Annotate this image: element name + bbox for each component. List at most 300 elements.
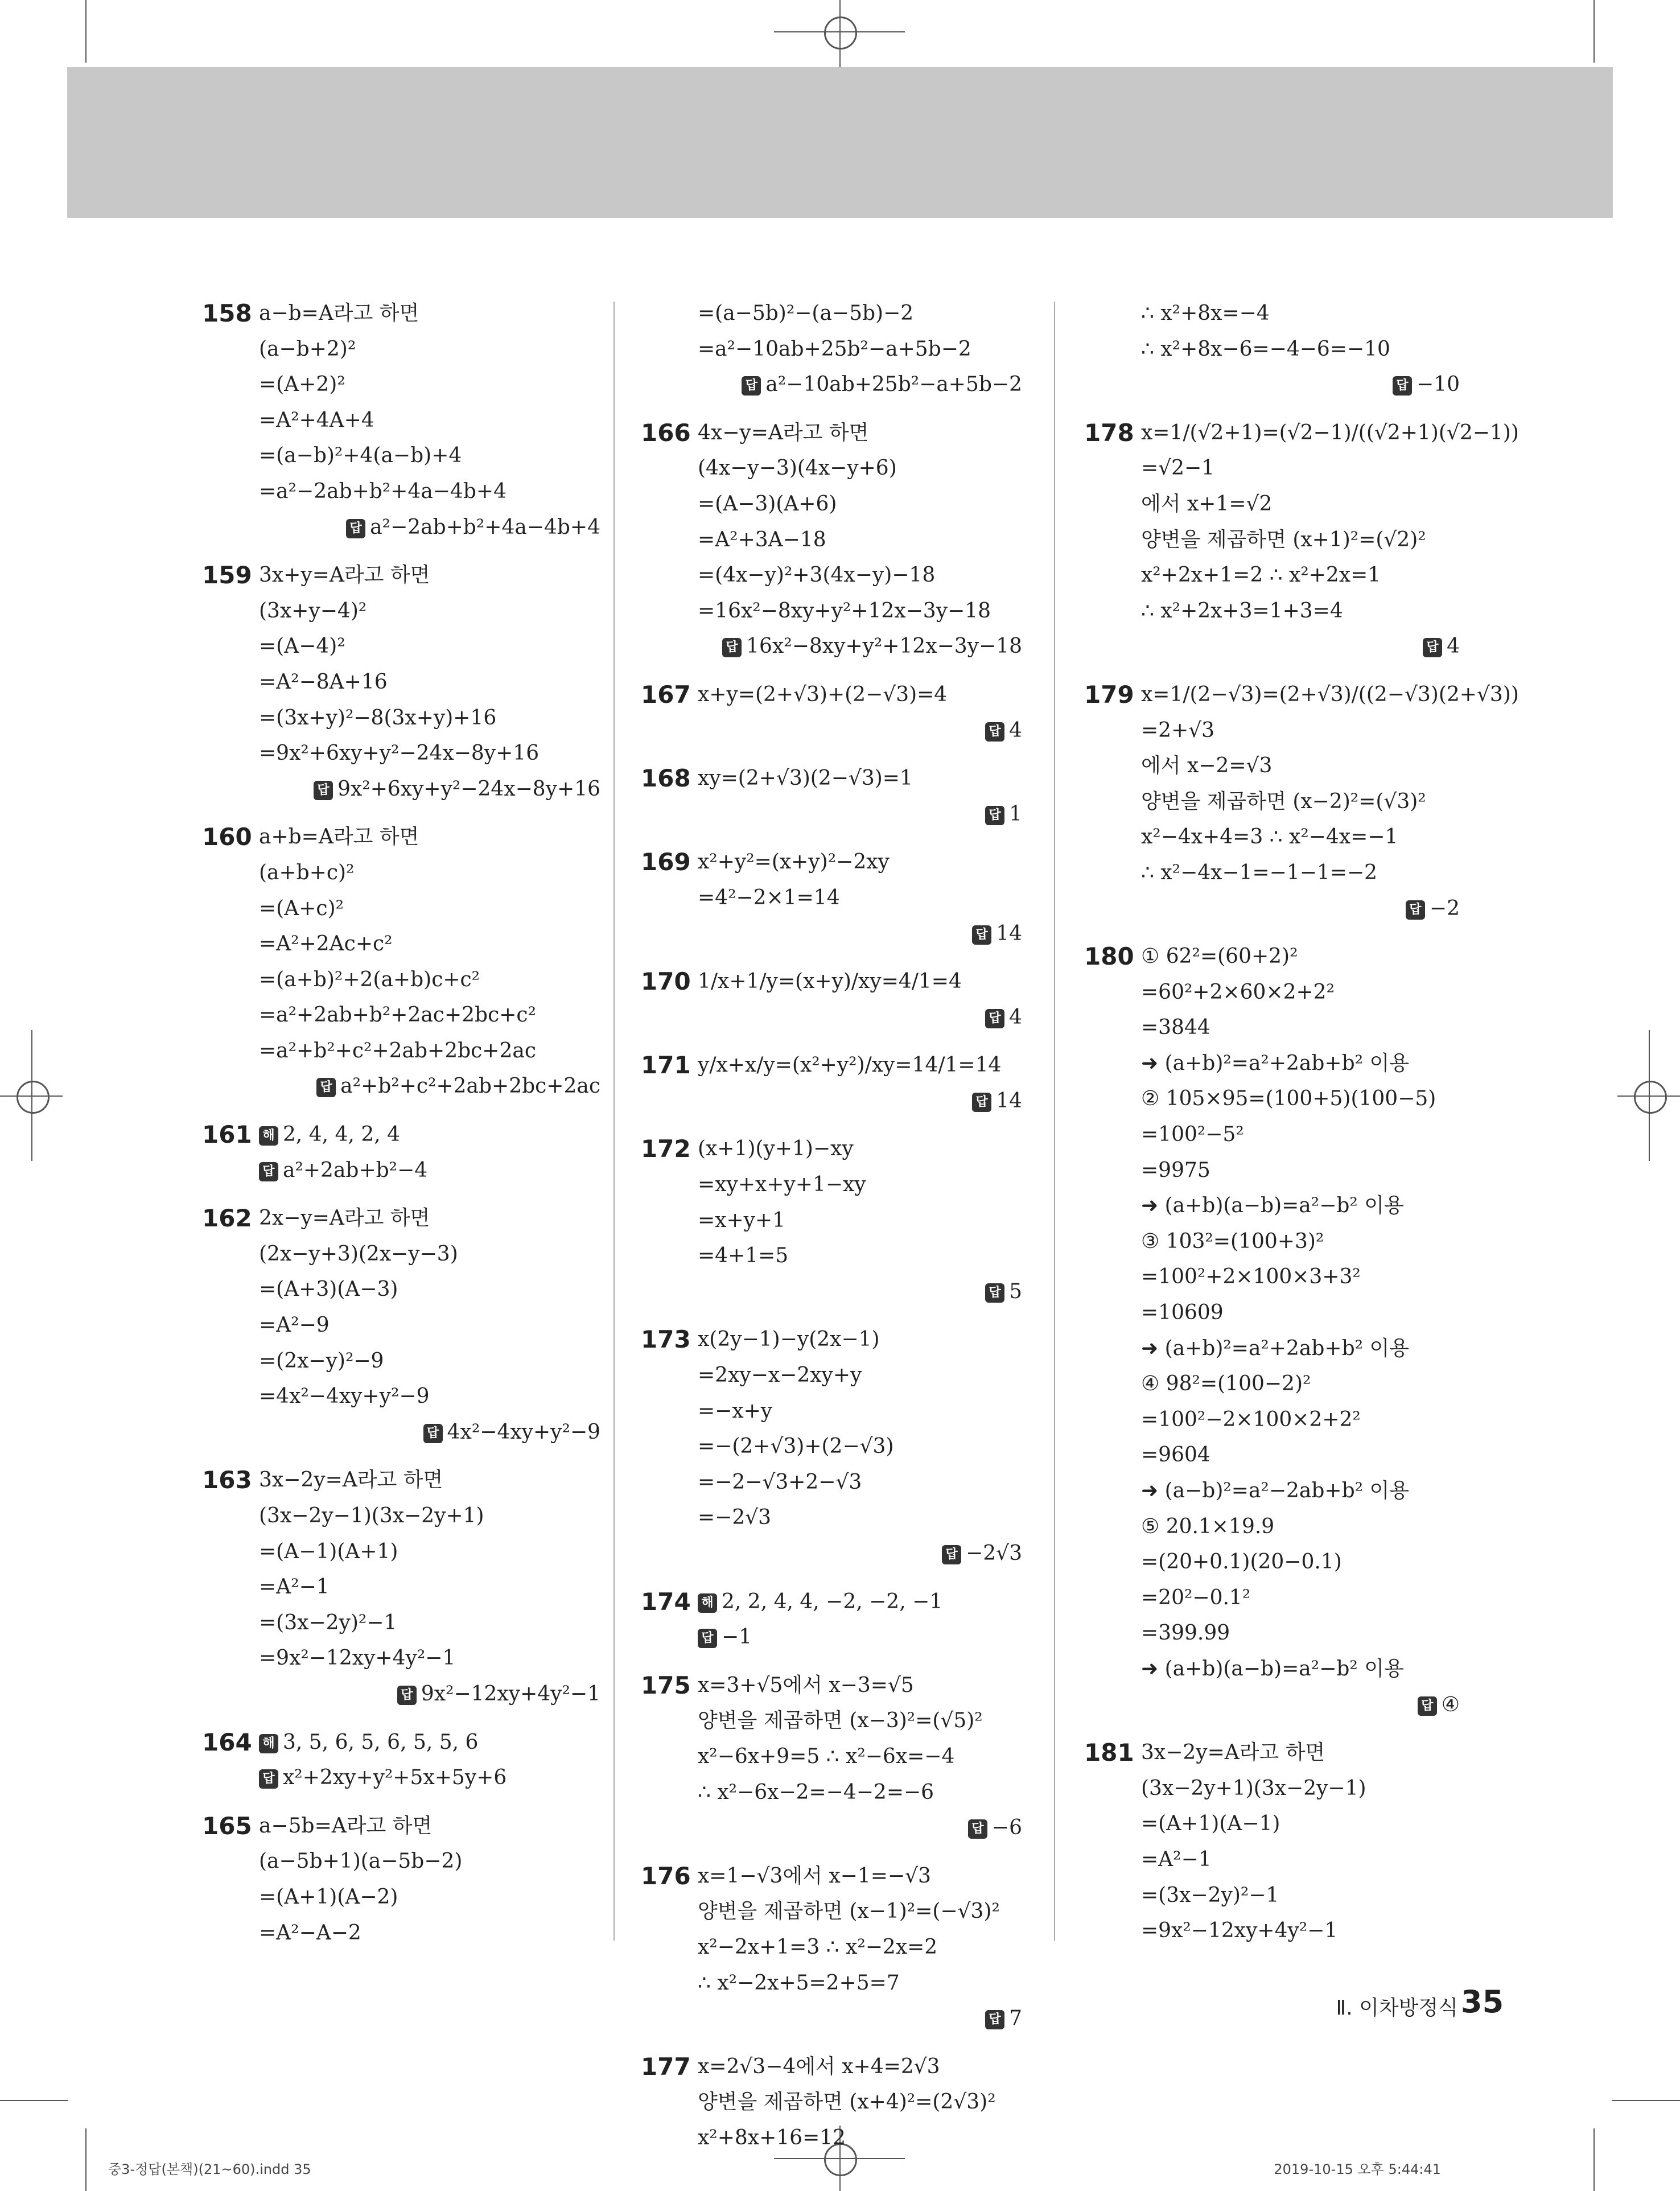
solution-line: [202, 1033, 600, 1069]
solution-line: [1084, 522, 1460, 558]
solution-line: [641, 1358, 1022, 1394]
solution-line: [641, 2120, 1022, 2156]
solution-text: =4x²−4xy+y²−9: [259, 1385, 430, 1408]
crop-mark: [1612, 2100, 1680, 2101]
problem-number: 176: [641, 1861, 691, 1890]
solution-text: ① 62²=(60+2)²: [1141, 945, 1298, 969]
solution-line: [1084, 296, 1460, 332]
solution-line: [202, 629, 600, 665]
answer-value: x²+2xy+y²+5x+5y+6: [283, 1766, 507, 1790]
solution-line: [641, 1500, 1022, 1536]
answer-badge: 답: [698, 1629, 717, 1648]
solution-line: [641, 1238, 1022, 1274]
solution-line: [202, 1570, 600, 1605]
solution-text: =2xy−x−2xy+y: [698, 1364, 862, 1387]
solution-text: 양변을 제곱하면 (x+4)²=(2√3)²: [698, 2090, 996, 2114]
problem-block: [641, 1048, 1022, 1119]
solution-text: =(A+1)(A−1): [1141, 1812, 1280, 1836]
solution-text: x²+y²=(x+y)²−2xy: [698, 850, 890, 874]
solution-text: =4²−2×1=14: [698, 886, 840, 909]
solution-line: [202, 1534, 600, 1570]
solution-text: x²−6x+9=5 ∴ x²−6x=−4: [698, 1744, 955, 1768]
solution-line: [202, 1880, 600, 1916]
problem-block: [202, 1201, 600, 1450]
answer-badge: 답: [397, 1686, 417, 1705]
solution-line: [641, 1167, 1022, 1203]
solution-text: =9604: [1141, 1443, 1210, 1467]
solution-line: [202, 926, 600, 962]
solution-line: [202, 1498, 600, 1534]
answer-badge: 답: [1418, 1696, 1437, 1716]
solution-text: x=3+√5에서 x−3=√5: [698, 1673, 914, 1697]
solution-text: =(A−1)(A+1): [259, 1539, 398, 1563]
solution-text: =−2−√3+2−√3: [698, 1470, 862, 1494]
solution-text: 1/x+1/y=(x+y)/xy=4/1=4: [698, 970, 962, 994]
answer-line: [641, 1620, 1022, 1655]
solution-text: ∴ x²+2x+3=1+3=4: [1141, 599, 1343, 623]
solution-text: =a²+b²+c²+2ab+2bc+2ac: [259, 1039, 537, 1062]
solution-line: [641, 2049, 1022, 2085]
problem-number: 170: [641, 967, 691, 996]
problem-block: [202, 296, 600, 545]
solution-line: [202, 1117, 600, 1153]
answer-line: [641, 916, 1022, 952]
problem-block: [202, 1725, 600, 1796]
solution-text: ③ 103²=(100+3)²: [1141, 1229, 1324, 1253]
crop-mark: [0, 2100, 68, 2101]
solution-text: =9x²+6xy+y²−24x−8y+16: [259, 742, 540, 765]
solution-text: ➜ (a+b)(a−b)=a²−b² 이용: [1141, 1194, 1404, 1218]
solution-text: (3x−2y−1)(3x−2y+1): [259, 1504, 484, 1527]
solution-line: [202, 474, 600, 510]
problem-block: [202, 1809, 600, 1951]
problem-block: [641, 964, 1022, 1035]
answer-value: 4: [1447, 635, 1460, 658]
problem-number: 167: [641, 680, 691, 709]
problem-block: [641, 1584, 1022, 1655]
answer-value: 16x²−8xy+y²+12x−3y−18: [746, 635, 1022, 658]
answer-value: 14: [996, 921, 1022, 945]
solution-text: =a²−10ab+25b²−a+5b−2: [698, 337, 971, 361]
solution-line: [641, 1966, 1022, 2001]
problem-block: [641, 296, 1022, 403]
solution-line: [1084, 558, 1460, 594]
solution-text: a−b=A라고 하면: [259, 302, 419, 325]
answer-line: [641, 1274, 1022, 1310]
solution-text: =a²−2ab+b²+4a−4b+4: [259, 479, 507, 503]
solution-text: =(A+3)(A−3): [259, 1278, 398, 1302]
solution-line: [641, 1859, 1022, 1895]
solution-text: 3x−2y=A라고 하면: [259, 1468, 443, 1492]
answer-badge: 답: [972, 925, 991, 945]
solution-text: 2, 2, 4, 4, −2, −2, −1: [722, 1589, 943, 1613]
solution-text: =9975: [1141, 1158, 1210, 1182]
solution-text: (a−5b+1)(a−5b−2): [259, 1850, 463, 1873]
solution-text: =16x²−8xy+y²+12x−3y−18: [698, 599, 991, 623]
answer-badge: 답: [985, 722, 1004, 742]
solution-line: [1084, 1081, 1460, 1117]
solution-line: [641, 1465, 1022, 1501]
crop-mark: [1593, 0, 1595, 63]
problem-block: [1084, 415, 1519, 665]
answer-badge: 답: [1423, 638, 1442, 657]
answer-value: −2√3: [966, 1542, 1022, 1565]
solution-text: (2x−y+3)(2x−y−3): [259, 1242, 458, 1266]
answer-badge: 답: [1406, 900, 1425, 920]
answer-value: 4: [1009, 1005, 1022, 1029]
answer-value: −2: [1429, 896, 1460, 920]
answer-badge: 답: [968, 1819, 987, 1839]
solution-text: (4x−y−3)(4x−y+6): [698, 456, 897, 480]
page-number: 35: [1461, 1984, 1504, 2020]
solution-text: 양변을 제곱하면 (x−2)²=(√3)²: [1141, 789, 1426, 813]
solution-line: [1084, 1509, 1460, 1545]
problem-number: 179: [1084, 680, 1134, 709]
solution-line: [1084, 1878, 1460, 1914]
answer-value: −6: [991, 1816, 1022, 1840]
solution-text: =a²+2ab+b²+2ac+2bc+c²: [259, 1003, 537, 1027]
answer-value: a²+2ab+b²−4: [283, 1158, 428, 1182]
answer-value: a²−2ab+b²+4a−4b+4: [370, 515, 600, 539]
solution-line: [1084, 1331, 1460, 1367]
solution-line: [641, 415, 1022, 451]
problem-number: 172: [641, 1135, 691, 1163]
solution-line: [202, 438, 600, 474]
solution-line: [202, 891, 600, 927]
answer-badge: 답: [316, 1078, 336, 1097]
answer-badge: 답: [972, 1093, 991, 1112]
answer-value: 5: [1009, 1279, 1022, 1303]
answer-badge: 답: [985, 2010, 1004, 2029]
solution-line: [202, 1201, 600, 1237]
answer-badge: 답: [259, 1162, 278, 1181]
solution-text: ➜ (a−b)²=a²−2ab+b² 이용: [1141, 1479, 1410, 1502]
solution-line: [202, 403, 600, 439]
problem-block: [641, 1668, 1022, 1846]
solution-text: =−(2+√3)+(2−√3): [698, 1435, 894, 1459]
solution-line: [202, 332, 600, 368]
solution-line: [641, 558, 1022, 594]
answer-line: [202, 1153, 600, 1189]
solution-text: x²−4x+4=3 ∴ x²−4x=−1: [1141, 825, 1398, 849]
solution-line: [202, 1844, 600, 1880]
solution-line: [641, 451, 1022, 487]
answer-value: a²−10ab+25b²−a+5b−2: [765, 373, 1022, 397]
solution-line: [641, 332, 1022, 368]
crop-mark: [1593, 2128, 1595, 2191]
answer-value: −1: [722, 1625, 752, 1649]
problem-block: [641, 1322, 1022, 1571]
solution-text: =(3x+y)²−8(3x+y)+16: [259, 706, 497, 730]
solution-line: [1084, 1438, 1460, 1473]
solution-line: [1084, 713, 1460, 749]
answer-badge: 답: [985, 1283, 1004, 1303]
solution-text: =2+√3: [1141, 718, 1215, 742]
problem-number: 171: [641, 1051, 691, 1080]
solution-line: [1084, 1473, 1460, 1509]
solution-text: ∴ x²−2x+5=2+5=7: [698, 1971, 900, 1995]
solution-line: [202, 1809, 600, 1844]
solution-line: [1084, 784, 1460, 820]
registration-mark: [824, 17, 857, 50]
solution-line: [641, 964, 1022, 1000]
problem-number: 181: [1084, 1739, 1134, 1767]
problem-block: [641, 2049, 1022, 2156]
solution-line: [641, 1584, 1022, 1620]
column-3: [1084, 296, 1519, 1962]
solution-text: =xy+x+y+1−xy: [698, 1173, 866, 1197]
problem-number: 166: [641, 418, 691, 447]
solution-text: =A²+2Ac+c²: [259, 932, 393, 956]
solution-badge: 해: [259, 1126, 278, 1146]
answer-line: [202, 510, 600, 546]
solution-line: [641, 1429, 1022, 1465]
solution-line: [1084, 415, 1519, 451]
solution-line: [641, 1131, 1022, 1167]
solution-line: [1084, 1580, 1460, 1616]
solution-text: ∴ x²−4x−1=−1−1=−2: [1141, 860, 1378, 884]
solution-text: ➜ (a+b)²=a²+2ab+b² 이용: [1141, 1051, 1410, 1075]
answer-line: [641, 1810, 1022, 1846]
solution-text: a−5b=A라고 하면: [259, 1814, 433, 1838]
solution-text: ∴ x²−6x−2=−4−2=−6: [698, 1780, 934, 1804]
answer-value: 14: [996, 1089, 1022, 1113]
solution-line: [641, 1739, 1022, 1775]
solution-text: =(a−b)²+4(a−b)+4: [259, 444, 462, 468]
problem-block: [1084, 939, 1460, 1723]
solution-line: [202, 1725, 600, 1761]
answer-line: [641, 1084, 1022, 1119]
solution-text: =(A+2)²: [259, 373, 345, 397]
solution-text: x=1/(2−√3)=(2+√3)/((2−√3)(2+√3)): [1141, 682, 1519, 706]
solution-text: 4x−y=A라고 하면: [698, 421, 869, 444]
problem-block: [1084, 1735, 1460, 1949]
answer-badge: 답: [346, 519, 365, 538]
solution-line: [641, 1203, 1022, 1239]
answer-line: [1084, 629, 1460, 665]
answer-line: [1084, 1687, 1460, 1723]
solution-line: [1084, 1046, 1460, 1082]
problem-number: 164: [202, 1728, 252, 1756]
solution-text: x²−2x+1=3 ∴ x²−2x=2: [698, 1935, 938, 1959]
problem-block: [641, 761, 1022, 832]
file-slug: 중3-정답(본책)(21~60).indd 35: [108, 2161, 311, 2177]
answer-line: [1084, 891, 1460, 927]
solution-line: [641, 845, 1022, 880]
solution-text: y/x+x/y=(x²+y²)/xy=14/1=14: [698, 1053, 1002, 1077]
problem-block: [641, 845, 1022, 952]
solution-line: [1084, 1806, 1460, 1842]
section-title: Ⅱ. 이차방정식: [1336, 1996, 1458, 2020]
solution-text: ⑤ 20.1×19.9: [1141, 1514, 1275, 1538]
solution-text: =(4x−y)²+3(4x−y)−18: [698, 563, 936, 587]
solution-line: [202, 998, 600, 1033]
answer-value: 9x²−12xy+4y²−1: [421, 1682, 600, 1706]
problem-number: 165: [202, 1811, 252, 1840]
solution-text: =(3x−2y)²−1: [259, 1611, 397, 1634]
problem-block: [641, 1131, 1022, 1309]
problem-number: 162: [202, 1204, 252, 1233]
solution-text: =(a−5b)²−(a−5b)−2: [698, 302, 914, 325]
solution-text: =(3x−2y)²−1: [1141, 1883, 1279, 1907]
answer-line: [641, 1000, 1022, 1036]
problem-number: 168: [641, 764, 691, 793]
solution-text: =A²−9: [259, 1313, 330, 1337]
problem-number: 158: [202, 299, 252, 327]
solution-line: [202, 1272, 600, 1308]
solution-line: [1084, 1652, 1460, 1687]
answer-line: [641, 797, 1022, 833]
solution-text: x²+2x+1=2 ∴ x²+2x=1: [1141, 563, 1381, 587]
solution-line: [202, 1463, 600, 1498]
solution-line: [202, 665, 600, 701]
solution-text: =√2−1: [1141, 456, 1215, 480]
solution-text: 2, 4, 4, 2, 4: [283, 1123, 401, 1147]
solution-text: x+y=(2+√3)+(2−√3)=4: [698, 682, 948, 706]
answer-badge: 답: [314, 781, 333, 800]
solution-text: 에서 x+1=√2: [1141, 492, 1273, 516]
solution-line: [1084, 975, 1460, 1011]
answer-value: 7: [1009, 2007, 1022, 2031]
answer-badge: 답: [423, 1424, 443, 1443]
problem-block: [1084, 296, 1460, 403]
solution-line: [641, 296, 1022, 332]
problem-number: 174: [641, 1587, 691, 1616]
solution-text: =−2√3: [698, 1506, 772, 1530]
solution-line: [1084, 1224, 1460, 1260]
problem-number: 180: [1084, 942, 1134, 971]
answer-badge: 답: [985, 806, 1004, 825]
solution-text: x=1−√3에서 x−1=−√3: [698, 1864, 931, 1888]
solution-line: [202, 594, 600, 629]
solution-line: [1084, 1366, 1460, 1402]
solution-line: [1084, 1117, 1460, 1153]
solution-line: [1084, 332, 1460, 368]
problem-number: 169: [641, 848, 691, 876]
answer-badge: 답: [985, 1009, 1004, 1028]
solution-line: [1084, 1295, 1460, 1331]
solution-text: x(2y−1)−y(2x−1): [698, 1328, 880, 1352]
answer-value: −10: [1417, 373, 1460, 397]
solution-line: [1084, 487, 1460, 522]
answer-line: [202, 1069, 600, 1105]
answer-value: a²+b²+c²+2ab+2bc+2ac: [340, 1074, 600, 1098]
answer-badge: 답: [942, 1545, 961, 1564]
solution-line: [202, 296, 600, 332]
answer-value: 4x²−4xy+y²−9: [447, 1420, 600, 1444]
problem-block: [202, 819, 600, 1105]
problem-block: [202, 1117, 600, 1188]
problem-number: 163: [202, 1466, 252, 1494]
solution-line: [1084, 1010, 1460, 1046]
solution-text: =4+1=5: [698, 1244, 789, 1268]
solution-line: [641, 1775, 1022, 1811]
solution-text: =A²+4A+4: [259, 408, 374, 432]
solution-line: [1084, 939, 1460, 975]
problem-number: 160: [202, 823, 252, 851]
answer-line: [641, 1536, 1022, 1572]
solution-line: [641, 1930, 1022, 1966]
solution-text: (a+b+c)²: [259, 860, 355, 884]
solution-text: =(2x−y)²−9: [259, 1349, 384, 1373]
solution-line: [641, 761, 1022, 797]
problem-block: [641, 415, 1022, 665]
solution-text: 3x+y=A라고 하면: [259, 563, 430, 587]
answer-line: [1084, 367, 1460, 403]
solution-line: [641, 880, 1022, 916]
problem-number: 173: [641, 1325, 691, 1354]
solution-line: [641, 1394, 1022, 1430]
solution-line: [1084, 748, 1460, 784]
problem-block: [202, 558, 600, 807]
solution-line: [202, 819, 600, 855]
answer-line: [641, 629, 1022, 665]
answer-badge: 답: [1393, 376, 1412, 396]
answer-line: [202, 1677, 600, 1712]
solution-line: [202, 1641, 600, 1677]
solution-line: [202, 1379, 600, 1415]
solution-line: [202, 1237, 600, 1272]
problem-number: 161: [202, 1121, 252, 1149]
solution-text: 양변을 제곱하면 (x−1)²=(−√3)²: [698, 1900, 1000, 1924]
solution-line: [1084, 1545, 1460, 1580]
solution-text: =x+y+1: [698, 1208, 786, 1232]
problem-number: 178: [1084, 418, 1134, 447]
answer-value: 4: [1009, 718, 1022, 742]
solution-line: [1084, 1153, 1460, 1189]
solution-line: [1084, 1913, 1460, 1949]
solution-text: ∴ x²+8x=−4: [1141, 302, 1270, 325]
answer-line: [641, 713, 1022, 749]
solution-line: [641, 487, 1022, 522]
solution-text: =9x²−12xy+4y²−1: [259, 1646, 456, 1670]
solution-line: [202, 1916, 600, 1951]
solution-line: [1084, 1735, 1460, 1771]
solution-text: =(20+0.1)(20−0.1): [1141, 1550, 1342, 1574]
solution-line: [641, 2085, 1022, 2120]
solution-line: [202, 962, 600, 998]
problem-block: [1084, 677, 1519, 926]
column-divider: [613, 302, 615, 1941]
solution-text: 3, 5, 6, 5, 6, 5, 5, 6: [283, 1730, 479, 1754]
solution-line: [641, 1703, 1022, 1739]
crop-mark: [85, 0, 87, 63]
solution-text: 3x−2y=A라고 하면: [1141, 1741, 1325, 1765]
solution-text: ④ 98²=(100−2)²: [1141, 1372, 1311, 1396]
solution-line: [1084, 855, 1460, 891]
solution-line: [1084, 1259, 1460, 1295]
answer-line: [202, 1415, 600, 1451]
solution-text: 에서 x−2=√3: [1141, 754, 1273, 778]
solution-line: [1084, 1188, 1460, 1224]
registration-mark: [1634, 1081, 1667, 1114]
solution-text: 양변을 제곱하면 (x−3)²=(√5)²: [698, 1709, 983, 1733]
solution-line: [202, 701, 600, 736]
problem-number: 159: [202, 561, 252, 590]
solution-text: (x+1)(y+1)−xy: [698, 1137, 854, 1161]
solution-text: =A²−A−2: [259, 1921, 361, 1945]
solution-line: [1084, 1771, 1460, 1807]
solution-text: =A²−1: [1141, 1847, 1212, 1871]
solution-line: [641, 1668, 1022, 1704]
solution-text: =9x²−12xy+4y²−1: [1141, 1919, 1338, 1943]
solution-line: [202, 736, 600, 772]
solution-text: =−x+y: [698, 1399, 773, 1423]
solution-line: [202, 1308, 600, 1344]
solution-line: [1084, 819, 1460, 855]
solution-line: [202, 1605, 600, 1641]
solution-text: (a−b+2)²: [259, 337, 356, 361]
